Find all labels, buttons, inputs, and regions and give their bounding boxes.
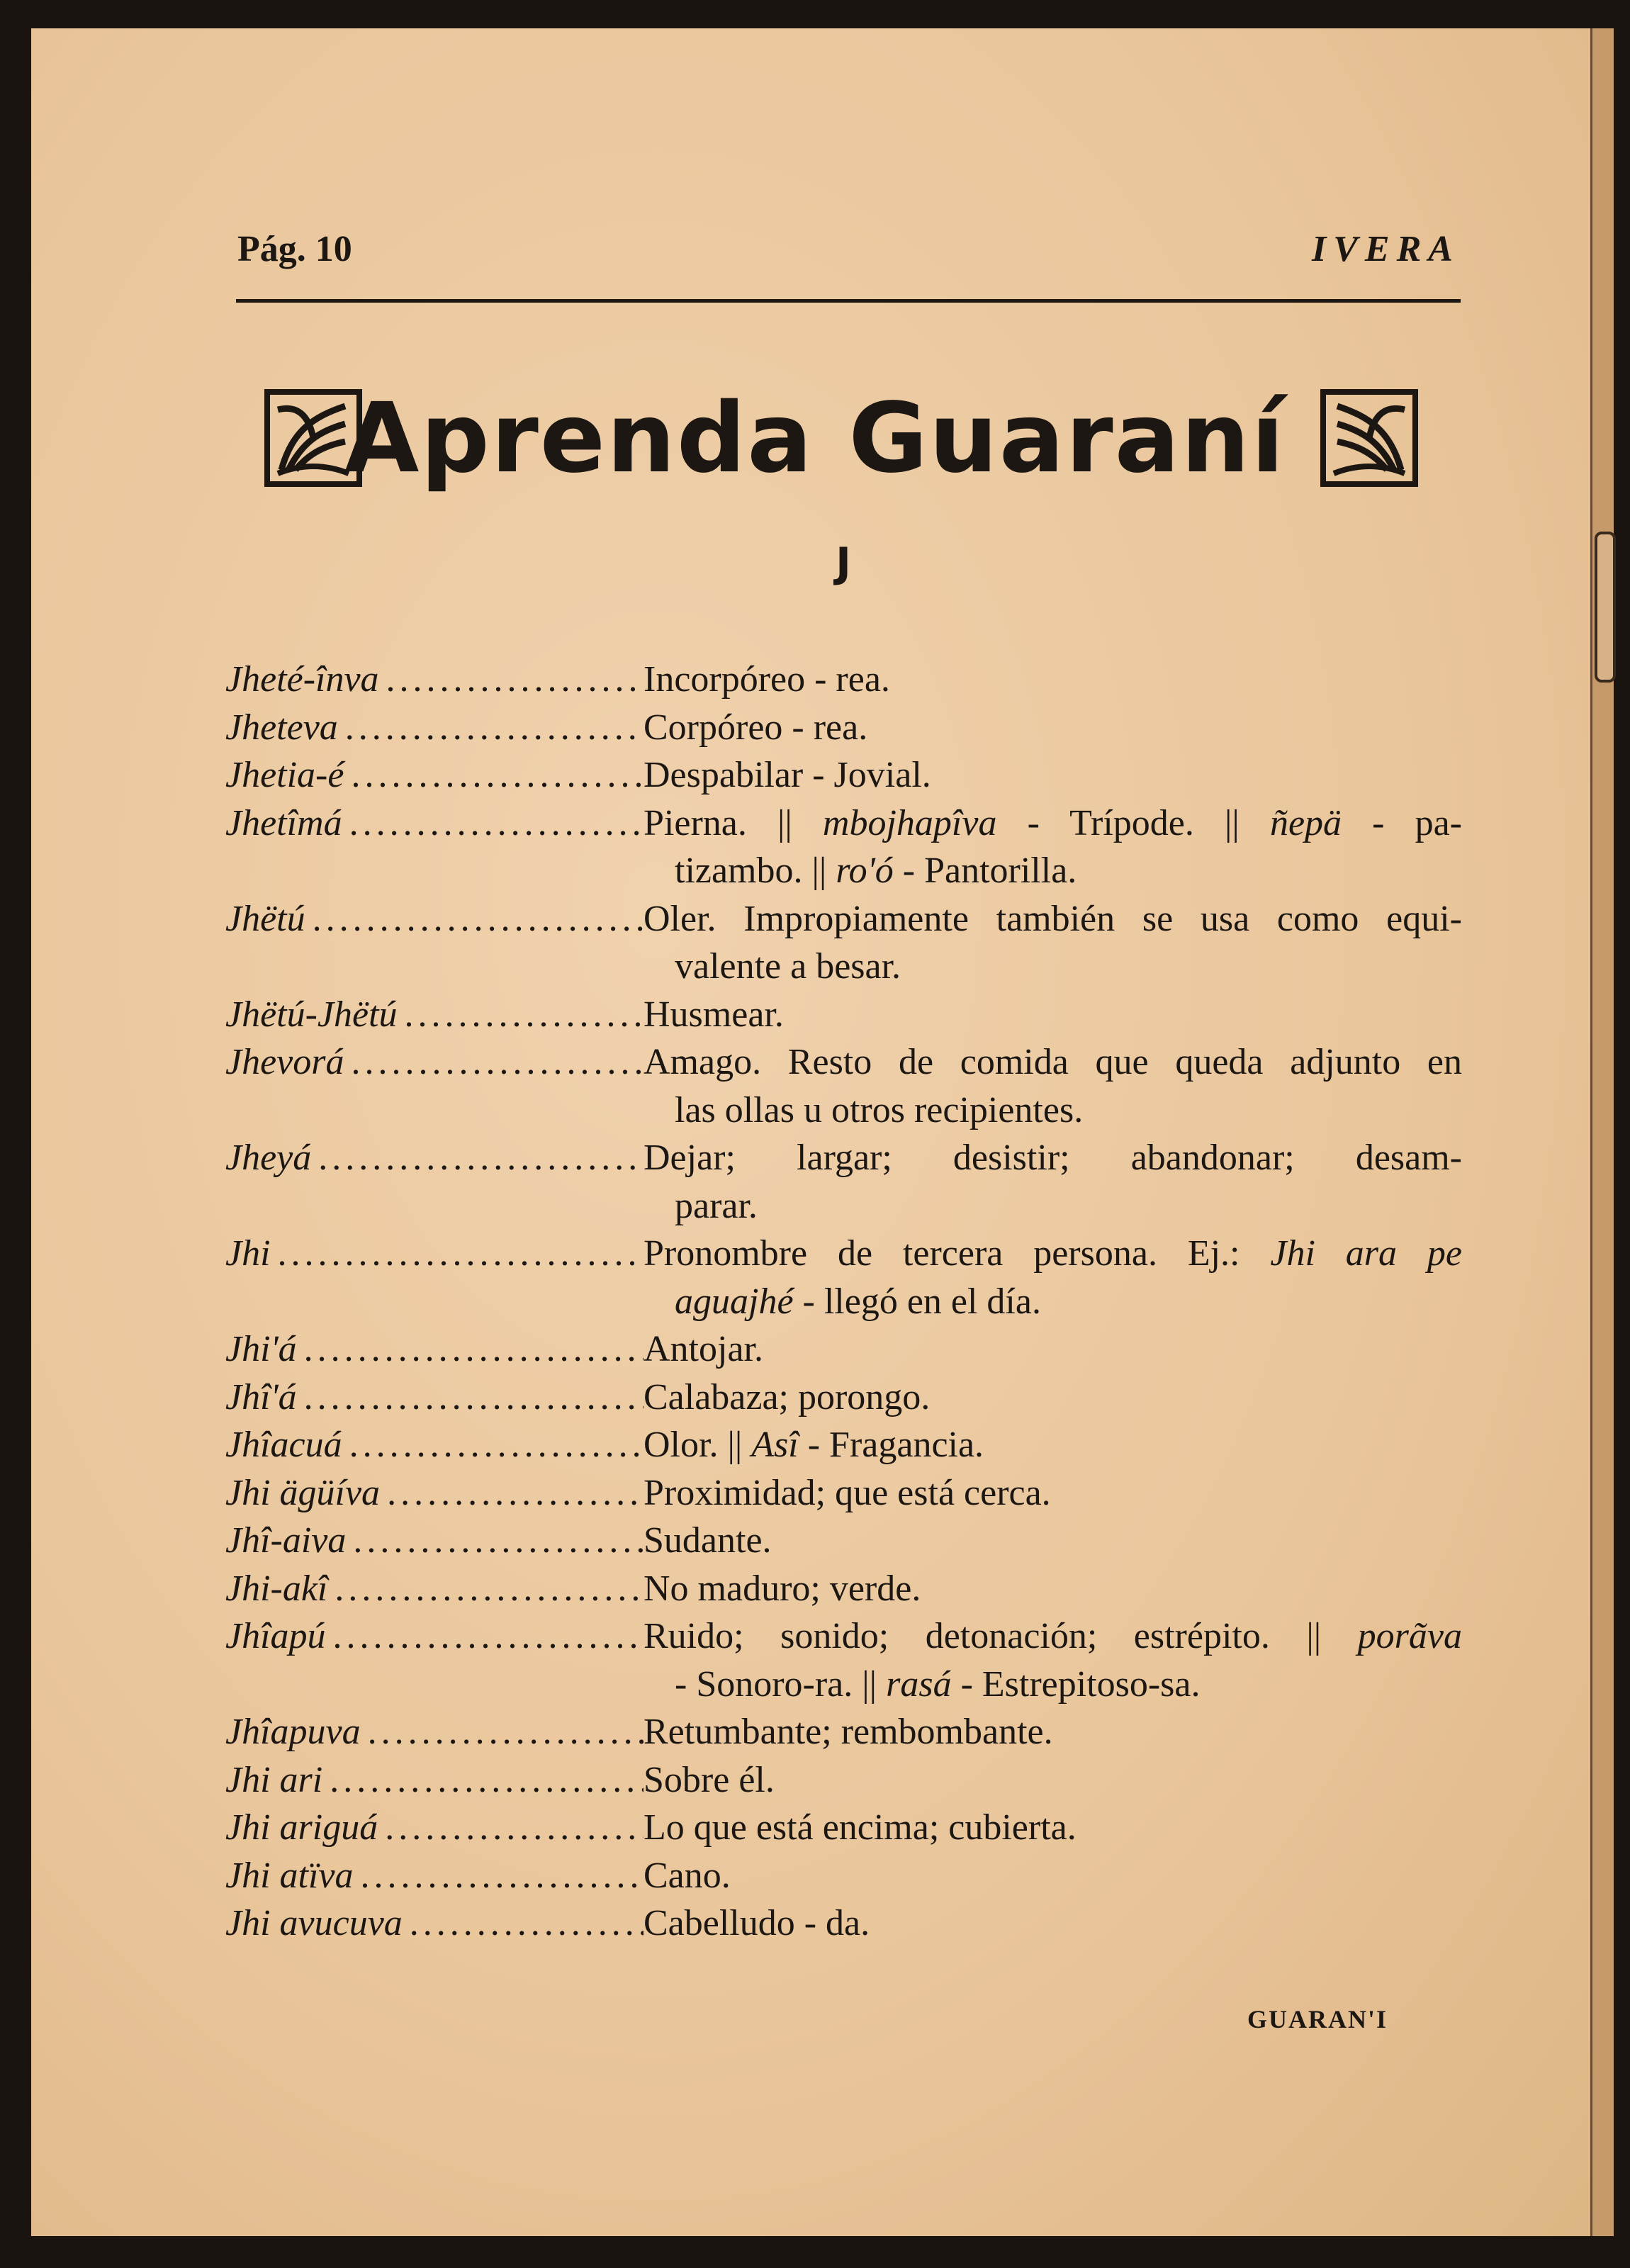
definition-text: Sobre él. bbox=[643, 1759, 775, 1800]
entry-headword-cell bbox=[225, 1469, 643, 1517]
leader-dots bbox=[361, 1852, 643, 1900]
leader-dots bbox=[345, 704, 643, 752]
definition-line bbox=[643, 1374, 1462, 1422]
definition-line bbox=[643, 847, 1462, 895]
entry-headword-cell bbox=[225, 1134, 643, 1230]
definition-line bbox=[643, 1038, 1462, 1087]
entry-headword: Jhîacuá bbox=[225, 1425, 342, 1465]
leader-dots bbox=[410, 1899, 643, 1948]
entry-headword-cell bbox=[225, 1325, 643, 1374]
glossary-entry bbox=[225, 799, 1462, 895]
glossary-entry bbox=[225, 656, 1462, 704]
entry-definition bbox=[643, 704, 1462, 752]
entry-headword: Jhi atïva bbox=[225, 1855, 354, 1896]
guarani-term: Asî bbox=[751, 1425, 799, 1465]
definition-text: Incorpóreo - rea. bbox=[643, 659, 890, 700]
definition-text: parar. bbox=[675, 1185, 758, 1226]
entry-headword-cell bbox=[225, 704, 643, 752]
definition-line bbox=[643, 1517, 1462, 1565]
definition-text: - Sonoro-ra. || bbox=[675, 1663, 887, 1705]
entry-definition bbox=[643, 1374, 1462, 1422]
entry-headword-cell bbox=[225, 1038, 643, 1134]
definition-line bbox=[643, 1182, 1462, 1230]
definition-line bbox=[643, 1134, 1462, 1182]
definition-line bbox=[643, 1612, 1462, 1661]
leader-dots bbox=[333, 1612, 643, 1708]
definition-text: Retumbante; rembombante. bbox=[643, 1712, 1053, 1752]
definition-text: tizambo. || bbox=[675, 850, 836, 891]
definition-line bbox=[643, 1230, 1462, 1278]
definition-text: Olor. || bbox=[643, 1425, 752, 1465]
definition-text: Corpóreo - rea. bbox=[643, 707, 868, 748]
entry-definition bbox=[643, 1469, 1462, 1517]
entry-headword-cell bbox=[225, 895, 643, 991]
entry-definition bbox=[643, 1756, 1462, 1804]
definition-line bbox=[643, 1565, 1462, 1613]
entry-definition bbox=[643, 1517, 1462, 1565]
entry-definition bbox=[643, 1852, 1462, 1900]
leader-dots bbox=[304, 1374, 643, 1422]
guarani-term: porãva bbox=[1357, 1616, 1462, 1656]
leader-dots bbox=[353, 1517, 643, 1565]
definition-text: Antojar. bbox=[643, 1329, 763, 1369]
definition-text: Cabelludo - da. bbox=[643, 1903, 870, 1943]
definition-line bbox=[643, 704, 1462, 752]
header-rule bbox=[236, 299, 1461, 303]
glossary-entry bbox=[225, 1565, 1462, 1613]
glossary-entry bbox=[225, 991, 1462, 1039]
entry-headword: Jhetia-é bbox=[225, 755, 344, 795]
leader-dots bbox=[313, 895, 643, 991]
guarani-term: ro'ó bbox=[836, 850, 894, 891]
leader-dots bbox=[351, 751, 643, 799]
entry-headword: Jheyá bbox=[225, 1138, 312, 1178]
leader-dots bbox=[335, 1565, 643, 1613]
leader-dots bbox=[368, 1708, 643, 1756]
entry-headword: Jhevorá bbox=[225, 1042, 344, 1082]
entry-headword-cell bbox=[225, 1612, 643, 1708]
definition-text: valente a besar. bbox=[675, 946, 901, 987]
entry-definition bbox=[643, 751, 1462, 799]
leader-dots bbox=[349, 799, 643, 895]
entry-headword-cell bbox=[225, 1565, 643, 1613]
definition-text: - Trípode. || bbox=[996, 802, 1270, 843]
entry-definition bbox=[643, 1804, 1462, 1852]
entry-headword-cell bbox=[225, 1804, 643, 1852]
entry-definition bbox=[643, 656, 1462, 704]
entry-definition bbox=[643, 991, 1462, 1039]
glossary-entry bbox=[225, 1230, 1462, 1325]
definition-line bbox=[643, 799, 1462, 848]
definition-text: - Fragancia. bbox=[798, 1425, 984, 1465]
definition-text: Proximidad; que está cerca. bbox=[643, 1472, 1051, 1513]
entry-headword-cell bbox=[225, 1230, 643, 1325]
entry-definition bbox=[643, 1038, 1462, 1134]
definition-line bbox=[643, 1325, 1462, 1374]
entry-headword: Jheteva bbox=[225, 707, 338, 748]
glossary-entry bbox=[225, 1804, 1462, 1852]
leader-dots bbox=[385, 1804, 643, 1852]
definition-line bbox=[643, 751, 1462, 799]
entry-headword-cell bbox=[225, 1708, 643, 1756]
definition-text: Cano. bbox=[643, 1855, 731, 1896]
glossary-entry bbox=[225, 1421, 1462, 1469]
definition-text: las ollas u otros recipientes. bbox=[675, 1089, 1084, 1130]
entry-headword-cell bbox=[225, 1517, 643, 1565]
entry-headword: Jhîapú bbox=[225, 1616, 326, 1656]
leader-dots bbox=[330, 1756, 643, 1804]
glossary-entry bbox=[225, 1852, 1462, 1900]
leader-dots bbox=[386, 656, 643, 704]
definition-line bbox=[643, 656, 1462, 704]
leader-dots bbox=[351, 1038, 643, 1134]
definition-text: Sudante. bbox=[643, 1520, 772, 1561]
leader-dots bbox=[318, 1134, 643, 1230]
entry-headword-cell bbox=[225, 1756, 643, 1804]
definition-line bbox=[643, 1899, 1462, 1948]
entry-headword: Jhi ariguá bbox=[225, 1807, 378, 1848]
entry-headword: Jhi bbox=[225, 1233, 271, 1274]
definition-text: - Pantorilla. bbox=[893, 850, 1077, 891]
definition-text: No maduro; verde. bbox=[643, 1568, 921, 1609]
entry-headword-cell bbox=[225, 991, 643, 1039]
definition-text: Dejar; largar; desistir; abandonar; desam- bbox=[643, 1138, 1462, 1178]
page-title: Aprenda Guaraní bbox=[344, 383, 1286, 495]
glossary-entry bbox=[225, 704, 1462, 752]
glossary-entry bbox=[225, 1517, 1462, 1565]
entry-headword-cell bbox=[225, 1374, 643, 1422]
definition-text: - llegó en el día. bbox=[793, 1281, 1041, 1322]
definition-text: Pierna. || bbox=[643, 802, 823, 843]
definition-line bbox=[643, 1708, 1462, 1756]
definition-line bbox=[643, 1804, 1462, 1852]
entry-headword: Jhî'á bbox=[225, 1376, 297, 1418]
definition-line bbox=[643, 1469, 1462, 1517]
glossary-entry bbox=[225, 1374, 1462, 1422]
guarani-term: ñepä bbox=[1269, 802, 1342, 843]
definition-line bbox=[643, 1421, 1462, 1469]
entry-definition bbox=[643, 1899, 1462, 1948]
entry-headword: Jhi ari bbox=[225, 1759, 323, 1800]
entry-definition bbox=[643, 799, 1462, 895]
definition-line bbox=[643, 1756, 1462, 1804]
definition-line bbox=[643, 1087, 1462, 1135]
definition-text: Husmear. bbox=[643, 994, 784, 1035]
entry-definition bbox=[643, 1612, 1462, 1708]
entry-headword: Jhi ägüíva bbox=[225, 1472, 381, 1513]
entry-headword: Jhëtú-Jhëtú bbox=[225, 994, 398, 1035]
entry-headword: Jhi'á bbox=[225, 1329, 297, 1369]
page-number: Pág. 10 bbox=[237, 229, 352, 269]
leader-dots bbox=[387, 1469, 643, 1517]
entry-headword-cell bbox=[225, 1899, 643, 1948]
entry-headword: Jhi avucuva bbox=[225, 1903, 403, 1943]
guarani-term: rasá bbox=[886, 1663, 952, 1705]
section-letter: J bbox=[836, 539, 851, 587]
page-spine bbox=[1590, 28, 1614, 2236]
entry-headword: Jheté-înva bbox=[225, 659, 379, 700]
entry-definition bbox=[643, 895, 1462, 991]
definition-text: Calabaza; porongo. bbox=[643, 1376, 931, 1418]
glossary-entry bbox=[225, 895, 1462, 991]
leader-dots bbox=[304, 1325, 643, 1374]
definition-text: Ruido; sonido; detonación; estrépito. || bbox=[643, 1616, 1358, 1656]
glossary-entry bbox=[225, 1756, 1462, 1804]
leader-dots bbox=[278, 1230, 643, 1325]
glossary-entry bbox=[225, 1708, 1462, 1756]
glossary-entry bbox=[225, 1612, 1462, 1708]
definition-text: Amago. Resto de comida que queda adjunto en bbox=[643, 1042, 1462, 1082]
guarani-term: Jhi ara pe bbox=[1270, 1233, 1462, 1274]
entry-headword-cell bbox=[225, 1421, 643, 1469]
entry-definition bbox=[643, 1230, 1462, 1325]
glossary-entry bbox=[225, 1325, 1462, 1374]
entry-headword-cell bbox=[225, 751, 643, 799]
entry-headword: Jhî-aiva bbox=[225, 1520, 347, 1561]
guarani-term: aguajhé bbox=[675, 1281, 794, 1322]
definition-line bbox=[643, 1278, 1462, 1326]
definition-line bbox=[643, 1852, 1462, 1900]
definition-text: Pronombre de tercera persona. Ej.: bbox=[643, 1233, 1271, 1274]
entry-headword-cell bbox=[225, 1852, 643, 1900]
definition-text: Despabilar - Jovial. bbox=[643, 755, 931, 795]
publication-name: IVERA bbox=[1312, 229, 1460, 269]
definition-text: - pa- bbox=[1342, 802, 1462, 843]
entry-definition bbox=[643, 1134, 1462, 1230]
definition-line bbox=[643, 943, 1462, 991]
entry-headword: Jhi-akî bbox=[225, 1568, 328, 1609]
glossary-entry bbox=[225, 1899, 1462, 1948]
entry-definition bbox=[643, 1325, 1462, 1374]
entry-headword-cell bbox=[225, 799, 643, 895]
entry-definition bbox=[643, 1708, 1462, 1756]
entry-definition bbox=[643, 1421, 1462, 1469]
definition-text: - Estrepitoso-sa. bbox=[951, 1663, 1201, 1705]
leader-dots bbox=[405, 991, 643, 1039]
footer-section-label: GUARAN'I bbox=[1247, 2005, 1388, 2033]
leader-dots bbox=[349, 1421, 643, 1469]
entry-headword: Jhetîmá bbox=[225, 802, 342, 843]
glossary-list bbox=[225, 656, 1462, 1948]
definition-text: Lo que está encima; cubierta. bbox=[643, 1807, 1077, 1848]
definition-line bbox=[643, 895, 1462, 943]
definition-line bbox=[643, 991, 1462, 1039]
glossary-entry bbox=[225, 1134, 1462, 1230]
entry-headword: Jhîapuva bbox=[225, 1712, 361, 1752]
definition-text: Oler. Impropiamente también se usa como equi- bbox=[643, 898, 1462, 939]
entry-headword: Jhëtú bbox=[225, 898, 305, 939]
glossary-entry bbox=[225, 1469, 1462, 1517]
entry-definition bbox=[643, 1565, 1462, 1613]
definition-line bbox=[643, 1661, 1462, 1709]
entry-headword-cell bbox=[225, 656, 643, 704]
glossary-entry bbox=[225, 1038, 1462, 1134]
glossary-entry bbox=[225, 751, 1462, 799]
guarani-term: mbojhapîva bbox=[822, 802, 997, 843]
